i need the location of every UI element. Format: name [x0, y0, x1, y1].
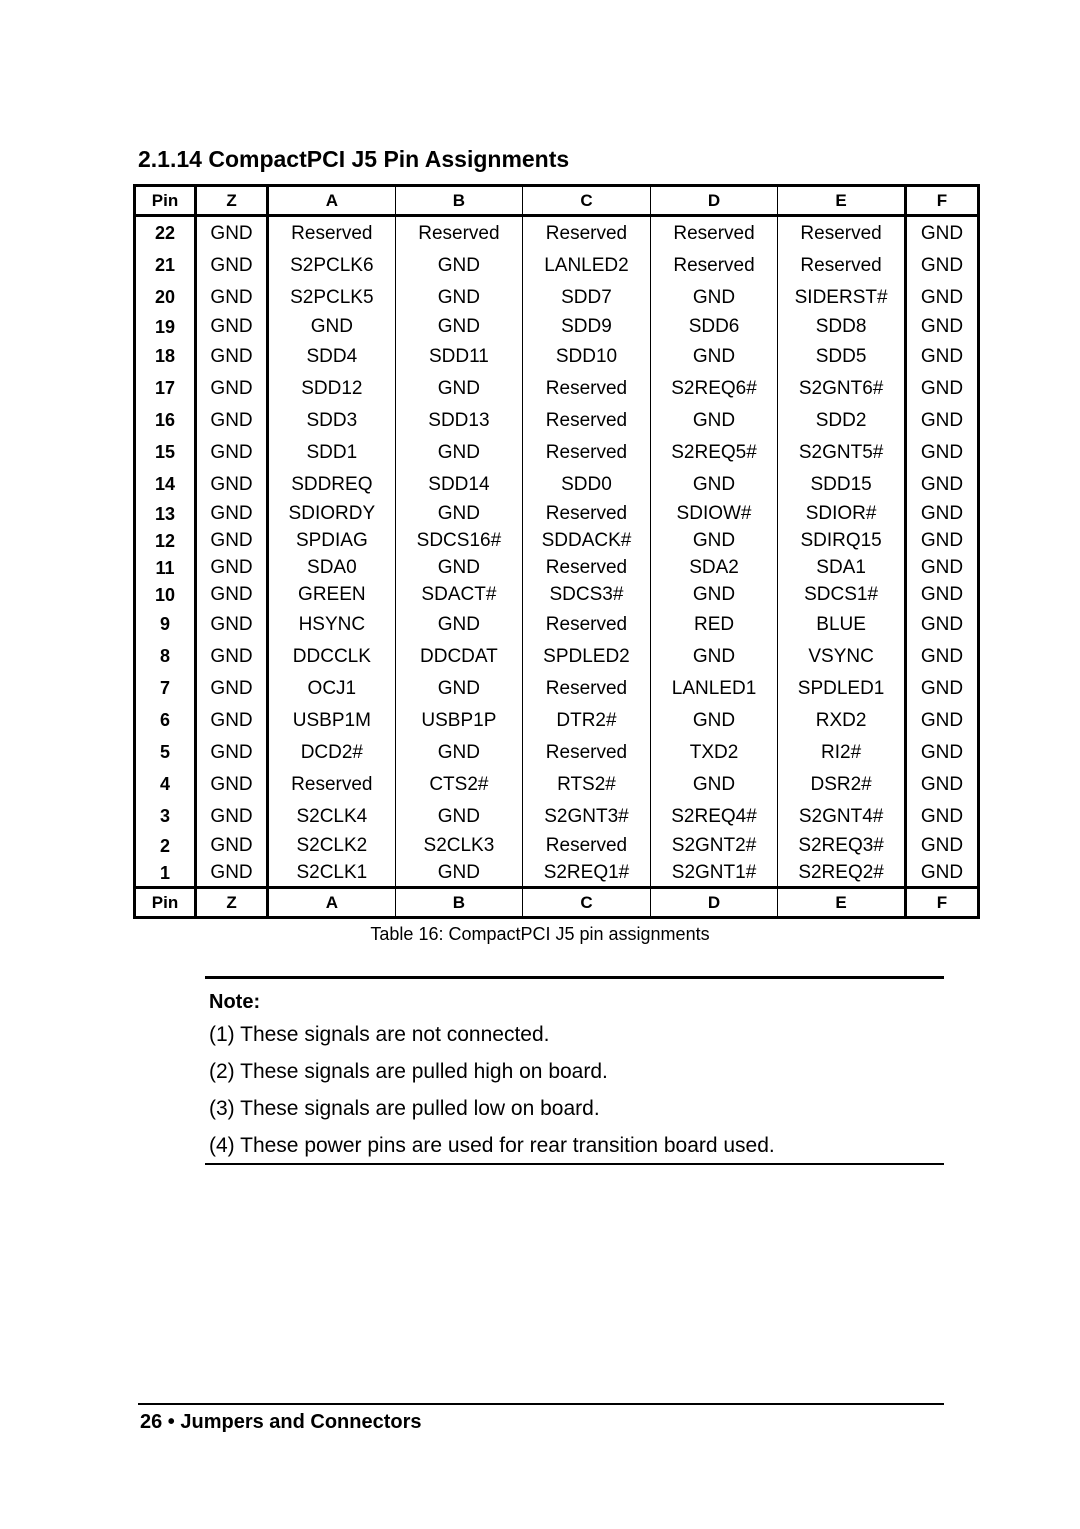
signal-cell: GND [905, 640, 978, 672]
signal-cell: GND [905, 800, 978, 832]
table-caption: Table 16: CompactPCI J5 pin assignments [370, 924, 710, 944]
signal-cell: SDD1 [268, 436, 396, 468]
table-row [135, 640, 979, 672]
pin-number-cell: 9 [135, 608, 196, 640]
table-row [135, 704, 979, 736]
table-row [135, 436, 979, 468]
pin-number-cell: 4 [135, 768, 196, 800]
signal-cell: SDCS1# [778, 581, 906, 608]
pin-number-cell: 22 [135, 216, 196, 250]
signal-cell: SDD2 [778, 404, 906, 436]
column-header: D [650, 186, 778, 216]
signal-cell: LANLED2 [523, 249, 651, 281]
signal-cell: SDD3 [268, 404, 396, 436]
signal-cell: LANLED1 [650, 672, 778, 704]
signal-cell: S2CLK2 [268, 832, 396, 859]
table-footer-row [135, 888, 979, 918]
signal-cell: GND [395, 313, 523, 340]
note-item: (1) These signals are not connected. [209, 1023, 550, 1046]
pin-number-cell: 12 [135, 527, 196, 554]
signal-cell: OCJ1 [268, 672, 396, 704]
signal-cell: GND [650, 404, 778, 436]
pin-number-cell: 21 [135, 249, 196, 281]
signal-cell: GND [196, 736, 268, 768]
signal-cell: HSYNC [268, 608, 396, 640]
pin-number-cell: 16 [135, 404, 196, 436]
signal-cell: SDIOW# [650, 500, 778, 527]
signal-cell: S2CLK3 [395, 832, 523, 859]
signal-cell: GND [196, 281, 268, 313]
signal-cell: GND [905, 554, 978, 581]
signal-cell: GND [196, 436, 268, 468]
signal-cell: GND [395, 436, 523, 468]
signal-cell: RXD2 [778, 704, 906, 736]
signal-cell: GND [905, 468, 978, 500]
signal-cell: SIDERST# [778, 281, 906, 313]
signal-cell: GND [196, 768, 268, 800]
signal-cell: SDD15 [778, 468, 906, 500]
signal-cell: USBP1P [395, 704, 523, 736]
table-row [135, 800, 979, 832]
column-footer: A [268, 888, 396, 918]
signal-cell: SDACT# [395, 581, 523, 608]
signal-cell: GND [196, 608, 268, 640]
signal-cell: SDD12 [268, 372, 396, 404]
pin-assignment-table [133, 184, 980, 919]
pin-number-cell: 5 [135, 736, 196, 768]
signal-cell: GND [905, 372, 978, 404]
column-header: Pin [135, 186, 196, 216]
signal-cell: SDD9 [523, 313, 651, 340]
column-header: Z [196, 186, 268, 216]
signal-cell: SDD0 [523, 468, 651, 500]
signal-cell: GND [196, 249, 268, 281]
signal-cell: Reserved [523, 736, 651, 768]
table-row [135, 468, 979, 500]
table-row [135, 313, 979, 340]
table-row [135, 768, 979, 800]
pin-number-cell: 1 [135, 859, 196, 888]
signal-cell: RTS2# [523, 768, 651, 800]
table-row [135, 500, 979, 527]
signal-cell: SDDACK# [523, 527, 651, 554]
pin-number-cell: 13 [135, 500, 196, 527]
signal-cell: Reserved [268, 768, 396, 800]
table-row [135, 281, 979, 313]
column-header: F [905, 186, 978, 216]
signal-cell: GND [196, 216, 268, 250]
column-header: A [268, 186, 396, 216]
table-header-row [135, 186, 979, 216]
signal-cell: SDDREQ [268, 468, 396, 500]
table-row [135, 216, 979, 250]
signal-cell: S2GNT6# [778, 372, 906, 404]
column-header: C [523, 186, 651, 216]
signal-cell: GND [905, 216, 978, 250]
column-header: E [778, 186, 906, 216]
signal-cell: GND [905, 859, 978, 888]
signal-cell: GND [196, 500, 268, 527]
signal-cell: GND [395, 859, 523, 888]
signal-cell: GND [196, 404, 268, 436]
signal-cell: S2PCLK6 [268, 249, 396, 281]
pin-number-cell: 18 [135, 340, 196, 372]
pin-number-cell: 3 [135, 800, 196, 832]
signal-cell: GND [196, 832, 268, 859]
note-box [205, 976, 944, 1165]
pin-number-cell: 11 [135, 554, 196, 581]
pin-number-cell: 7 [135, 672, 196, 704]
table-row [135, 340, 979, 372]
signal-cell: SDA1 [778, 554, 906, 581]
column-footer: C [523, 888, 651, 918]
signal-cell: GND [905, 281, 978, 313]
signal-cell: Reserved [523, 832, 651, 859]
signal-cell: Reserved [523, 372, 651, 404]
signal-cell: GREEN [268, 581, 396, 608]
signal-cell: S2CLK4 [268, 800, 396, 832]
signal-cell: GND [196, 527, 268, 554]
signal-cell: SDD14 [395, 468, 523, 500]
signal-cell: CTS2# [395, 768, 523, 800]
signal-cell: S2REQ5# [650, 436, 778, 468]
signal-cell: S2CLK1 [268, 859, 396, 888]
signal-cell: GND [905, 404, 978, 436]
signal-cell: SDCS16# [395, 527, 523, 554]
signal-cell: GND [905, 436, 978, 468]
signal-cell: Reserved [650, 249, 778, 281]
signal-cell: SDD8 [778, 313, 906, 340]
signal-cell: GND [650, 527, 778, 554]
signal-cell: GND [196, 581, 268, 608]
signal-cell: GND [650, 640, 778, 672]
signal-cell: SDD4 [268, 340, 396, 372]
footer-rule [138, 1403, 944, 1405]
page-title: 2.1.14 CompactPCI J5 Pin Assignments [138, 146, 570, 172]
column-footer: E [778, 888, 906, 918]
signal-cell: RI2# [778, 736, 906, 768]
signal-cell: GND [395, 554, 523, 581]
table-row [135, 736, 979, 768]
signal-cell: SDD11 [395, 340, 523, 372]
signal-cell: S2REQ3# [778, 832, 906, 859]
signal-cell: S2GNT5# [778, 436, 906, 468]
column-footer: Pin [135, 888, 196, 918]
table-row [135, 608, 979, 640]
signal-cell: GND [650, 468, 778, 500]
signal-cell: GND [905, 832, 978, 859]
signal-cell: GND [196, 554, 268, 581]
signal-cell: GND [395, 672, 523, 704]
signal-cell: S2REQ2# [778, 859, 906, 888]
signal-cell: GND [650, 581, 778, 608]
pin-number-cell: 10 [135, 581, 196, 608]
signal-cell: Reserved [523, 436, 651, 468]
signal-cell: S2GNT3# [523, 800, 651, 832]
signal-cell: S2REQ4# [650, 800, 778, 832]
table-row [135, 404, 979, 436]
note-title: Note: [209, 991, 261, 1013]
column-header: B [395, 186, 523, 216]
signal-cell: SDIOR# [778, 500, 906, 527]
signal-cell: SDD10 [523, 340, 651, 372]
note-item: (2) These signals are pulled high on board. [209, 1060, 608, 1083]
signal-cell: SDD7 [523, 281, 651, 313]
signal-cell: RED [650, 608, 778, 640]
signal-cell: Reserved [523, 554, 651, 581]
signal-cell: SDIRQ15 [778, 527, 906, 554]
signal-cell: DDCDAT [395, 640, 523, 672]
signal-cell: GND [905, 704, 978, 736]
signal-cell: GND [905, 527, 978, 554]
signal-cell: GND [395, 249, 523, 281]
signal-cell: Reserved [523, 672, 651, 704]
signal-cell: Reserved [523, 500, 651, 527]
signal-cell: GND [196, 468, 268, 500]
signal-cell: DDCCLK [268, 640, 396, 672]
signal-cell: GND [395, 800, 523, 832]
signal-cell: SDCS3# [523, 581, 651, 608]
pin-number-cell: 14 [135, 468, 196, 500]
signal-cell: S2GNT4# [778, 800, 906, 832]
pin-number-cell: 6 [135, 704, 196, 736]
signal-cell: SPDLED2 [523, 640, 651, 672]
signal-cell: GND [395, 608, 523, 640]
table-body [135, 216, 979, 888]
signal-cell: S2GNT2# [650, 832, 778, 859]
table-row [135, 581, 979, 608]
signal-cell: S2REQ1# [523, 859, 651, 888]
signal-cell: GND [395, 372, 523, 404]
column-footer: D [650, 888, 778, 918]
table-row [135, 372, 979, 404]
table-row [135, 249, 979, 281]
signal-cell: TXD2 [650, 736, 778, 768]
signal-cell: SDIORDY [268, 500, 396, 527]
signal-cell: Reserved [523, 216, 651, 250]
signal-cell: GND [905, 500, 978, 527]
signal-cell: DCD2# [268, 736, 396, 768]
signal-cell: GND [395, 736, 523, 768]
signal-cell: DSR2# [778, 768, 906, 800]
pin-number-cell: 2 [135, 832, 196, 859]
pin-number-cell: 8 [135, 640, 196, 672]
pin-number-cell: 15 [135, 436, 196, 468]
signal-cell: SDD6 [650, 313, 778, 340]
signal-cell: GND [905, 768, 978, 800]
signal-cell: GND [650, 704, 778, 736]
column-footer: F [905, 888, 978, 918]
signal-cell: S2GNT1# [650, 859, 778, 888]
signal-cell: GND [650, 340, 778, 372]
signal-cell: Reserved [778, 216, 906, 250]
signal-cell: GND [650, 768, 778, 800]
signal-cell: GND [905, 313, 978, 340]
signal-cell: BLUE [778, 608, 906, 640]
signal-cell: S2PCLK5 [268, 281, 396, 313]
column-footer: Z [196, 888, 268, 918]
signal-cell: GND [196, 313, 268, 340]
table-row [135, 672, 979, 704]
signal-cell: Reserved [523, 608, 651, 640]
signal-cell: GND [196, 800, 268, 832]
signal-cell: SDA2 [650, 554, 778, 581]
signal-cell: GND [395, 281, 523, 313]
signal-cell: GND [196, 704, 268, 736]
signal-cell: GND [196, 859, 268, 888]
note-item: (3) These signals are pulled low on board. [209, 1097, 600, 1120]
signal-cell: SDA0 [268, 554, 396, 581]
signal-cell: SPDLED1 [778, 672, 906, 704]
column-footer: B [395, 888, 523, 918]
signal-cell: GND [905, 672, 978, 704]
pin-number-cell: 17 [135, 372, 196, 404]
signal-cell: GND [268, 313, 396, 340]
signal-cell: VSYNC [778, 640, 906, 672]
signal-cell: S2REQ6# [650, 372, 778, 404]
signal-cell: USBP1M [268, 704, 396, 736]
signal-cell: GND [196, 640, 268, 672]
pin-assignment-table-container [133, 184, 980, 919]
signal-cell: GND [395, 500, 523, 527]
signal-cell: GND [905, 249, 978, 281]
signal-cell: Reserved [395, 216, 523, 250]
table-row [135, 554, 979, 581]
pin-number-cell: 19 [135, 313, 196, 340]
table-row [135, 832, 979, 859]
signal-cell: GND [196, 340, 268, 372]
signal-cell: SPDIAG [268, 527, 396, 554]
signal-cell: Reserved [268, 216, 396, 250]
page-footer: 26 • Jumpers and Connectors [140, 1411, 422, 1433]
signal-cell: GND [905, 340, 978, 372]
signal-cell: Reserved [523, 404, 651, 436]
signal-cell: GND [196, 372, 268, 404]
table-row [135, 859, 979, 888]
signal-cell: GND [196, 672, 268, 704]
signal-cell: GND [650, 281, 778, 313]
signal-cell: GND [905, 608, 978, 640]
table-row [135, 527, 979, 554]
signal-cell: DTR2# [523, 704, 651, 736]
signal-cell: SDD13 [395, 404, 523, 436]
note-item: (4) These power pins are used for rear transition board used. [209, 1134, 775, 1157]
pin-number-cell: 20 [135, 281, 196, 313]
signal-cell: Reserved [778, 249, 906, 281]
signal-cell: GND [905, 581, 978, 608]
signal-cell: SDD5 [778, 340, 906, 372]
signal-cell: GND [905, 736, 978, 768]
signal-cell: Reserved [650, 216, 778, 250]
